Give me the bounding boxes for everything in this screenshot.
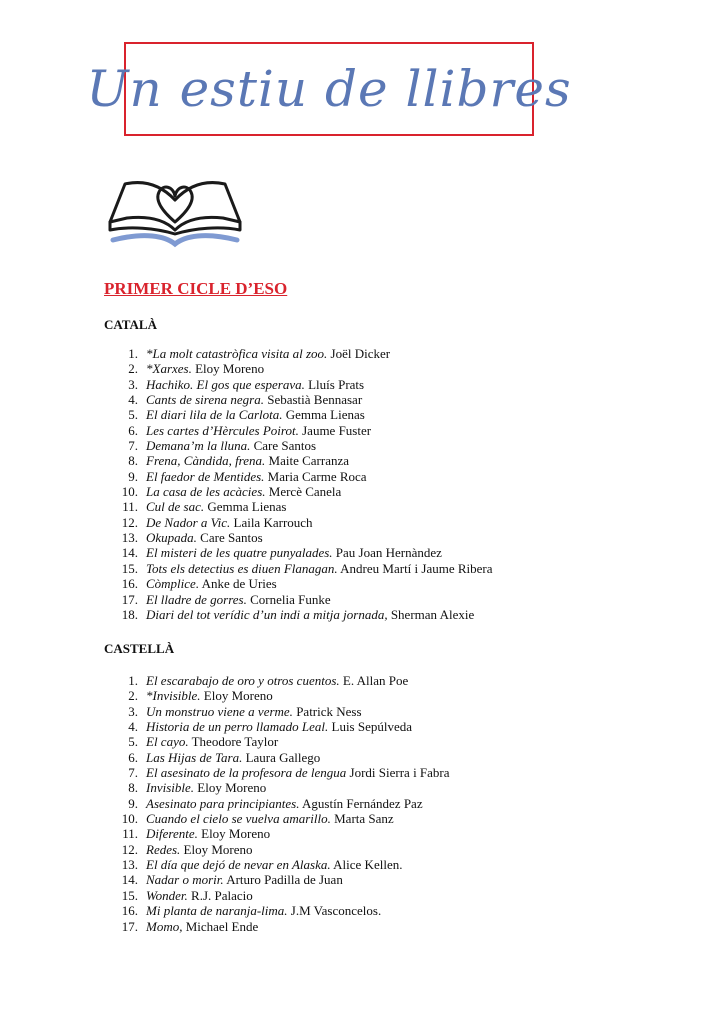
list-item <box>104 407 704 422</box>
list-item <box>104 499 704 514</box>
book-author: Jaume Fuster <box>302 422 372 438</box>
list-item <box>104 796 704 811</box>
list-item <box>104 361 704 376</box>
list-item <box>104 607 704 622</box>
book-title: La casa de les acàcies. <box>146 484 266 500</box>
item-number: 16. <box>121 903 138 919</box>
item-number: 9. <box>128 795 138 811</box>
item-number: 4. <box>128 392 138 408</box>
book-title: Okupada. <box>146 530 197 546</box>
item-number: 5. <box>128 407 138 423</box>
book-title: Historia de un perro llamado Leal. <box>146 719 329 735</box>
book-author: Maria Carme Roca <box>267 468 367 484</box>
book-title: Cul de sac. <box>146 499 205 515</box>
book-pages <box>110 183 240 234</box>
castella-heading: CASTELLÀ <box>104 641 175 656</box>
book-title: Invisible. <box>146 780 195 796</box>
list-item <box>104 346 704 361</box>
book-title: El asesinato de la profesora de lengua <box>146 765 347 781</box>
book-title: El cayo. <box>146 734 189 750</box>
list-item <box>104 377 704 392</box>
list-item <box>104 750 704 765</box>
book-author: Pau Joan Hernàndez <box>335 545 442 561</box>
book-author: Maite Carranza <box>268 453 350 469</box>
castella-book-list <box>104 673 704 934</box>
book-underline <box>113 236 237 244</box>
item-number: 18. <box>121 606 138 622</box>
book-title: Asesinato para principiantes. <box>146 795 300 811</box>
book-author: Eloy Moreno <box>197 780 267 796</box>
list-item <box>104 392 704 407</box>
list-item <box>104 903 704 918</box>
title-banner <box>86 42 572 136</box>
item-number: 10. <box>121 484 138 500</box>
book-author: Care Santos <box>253 438 317 454</box>
book-author: J.M Vasconcelos. <box>290 903 382 919</box>
book-author: Agustín Fernández Paz <box>302 795 423 811</box>
section-title: PRIMER CICLE D’ESO <box>104 279 288 298</box>
item-number: 3. <box>128 703 138 719</box>
item-number: 17. <box>121 591 138 607</box>
book-author: Eloy Moreno <box>195 361 265 377</box>
item-number: 11. <box>122 826 138 842</box>
item-number: 8. <box>128 780 138 796</box>
book-title: El lladre de gorres. <box>146 591 247 607</box>
item-number: 3. <box>128 376 138 392</box>
list-item <box>104 423 704 438</box>
list-item <box>104 719 704 734</box>
book-title: Cuando el cielo se vuelva amarillo. <box>146 811 331 827</box>
item-number: 4. <box>128 719 138 735</box>
book-title: Demana’m la lluna. <box>146 438 251 454</box>
list-item <box>104 545 704 560</box>
list-item <box>104 453 704 468</box>
book-title: Un monstruo viene a verme. <box>146 703 293 719</box>
book-author: Theodore Taylor <box>191 734 279 750</box>
book-author: Gemma Lienas <box>285 407 365 423</box>
book-author: Gemma Lienas <box>207 499 287 515</box>
book-author: Care Santos <box>200 530 263 546</box>
book-author: Joël Dicker <box>330 346 391 361</box>
book-title: Momo, <box>146 918 183 934</box>
book-author: Luis Sepúlveda <box>331 719 413 735</box>
list-item <box>104 734 704 749</box>
book-title: Hachiko. El gos que esperava. <box>146 376 305 392</box>
book-title: Wonder. <box>146 887 188 903</box>
book-author: Patrick Ness <box>296 703 362 719</box>
catala-book-list <box>104 346 704 622</box>
item-number: 10. <box>121 811 138 827</box>
book-author: R.J. Palacio <box>191 887 253 903</box>
book-title: Redes. <box>146 841 181 857</box>
book-author: Sebastià Bennasar <box>267 392 363 408</box>
item-number: 14. <box>121 872 138 888</box>
book-title: Las Hijas de Tara. <box>146 749 243 765</box>
book-title: Frena, Càndida, frena. <box>146 453 266 469</box>
list-item <box>104 438 704 453</box>
book-author: Cornelia Funke <box>250 591 331 607</box>
book-author: Jordi Sierra i Fabra <box>349 765 450 781</box>
book-author: Eloy Moreno <box>203 688 273 704</box>
list-item <box>104 561 704 576</box>
item-number: 17. <box>121 918 138 934</box>
list-item <box>104 857 704 872</box>
list-item <box>104 515 704 530</box>
list-item <box>104 919 704 934</box>
item-number: 7. <box>128 765 138 781</box>
list-item <box>104 484 704 499</box>
item-number: 8. <box>128 453 138 469</box>
book-author: Eloy Moreno <box>201 826 271 842</box>
list-item <box>104 704 704 719</box>
item-number: 2. <box>128 361 138 377</box>
list-item <box>104 872 704 887</box>
list-item <box>104 842 704 857</box>
book-author: Anke de Uries <box>201 576 277 592</box>
item-number: 2. <box>128 688 138 704</box>
book-title: El misteri de les quatre punyalades. <box>146 545 333 561</box>
item-number: 11. <box>122 499 138 515</box>
book-author: Arturo Padilla de Juan <box>226 872 343 888</box>
item-number: 13. <box>121 857 138 873</box>
book-author: Laura Gallego <box>245 749 321 765</box>
book-title: Tots els detectius es diuen Flanagan. <box>146 560 338 576</box>
item-number: 15. <box>121 887 138 903</box>
book-title: Diferente. <box>146 826 198 842</box>
item-number: 1. <box>128 673 138 688</box>
book-author: Sherman Alexie <box>390 606 475 622</box>
item-number: 15. <box>121 560 138 576</box>
item-number: 16. <box>121 576 138 592</box>
book-title: Cants de sirena negra. <box>146 392 264 408</box>
banner-title: Un estiu de llibres <box>86 60 572 118</box>
list-item <box>104 780 704 795</box>
book-author: Lluís Prats <box>308 376 365 392</box>
book-author: E. Allan Poe <box>342 673 409 688</box>
item-number: 12. <box>121 514 138 530</box>
catala-heading: CATALÀ <box>104 317 157 332</box>
item-number: 12. <box>121 841 138 857</box>
book-title: El escarabajo de oro y otros cuentos. <box>146 673 340 688</box>
book-title: De Nador a Vic. <box>146 514 231 530</box>
book-author: Laila Karrouch <box>233 514 313 530</box>
list-item <box>104 826 704 841</box>
item-number: 6. <box>128 749 138 765</box>
book-author: Marta Sanz <box>334 811 394 827</box>
list-item <box>104 592 704 607</box>
item-number: 13. <box>121 530 138 546</box>
book-title: Les cartes d’Hèrcules Poirot. <box>146 422 299 438</box>
book-title: Còmplice. <box>146 576 200 592</box>
list-item <box>104 576 704 591</box>
item-number: 9. <box>128 468 138 484</box>
book-author: Eloy Moreno <box>183 841 253 857</box>
book-title: El faedor de Mentides. <box>146 468 265 484</box>
book-author: Alice Kellen. <box>333 857 403 873</box>
book-title: Nadar o morir. <box>146 872 224 888</box>
book-title: *Invisible. <box>146 688 201 704</box>
book-title: El día que dejó de nevar en Alaska. <box>146 857 331 873</box>
item-number: 1. <box>128 346 138 361</box>
item-number: 7. <box>128 438 138 454</box>
open-book-heart-icon <box>105 172 245 252</box>
list-item <box>104 673 704 688</box>
book-title: Mi planta de naranja-lima. <box>146 903 288 919</box>
item-number: 6. <box>128 422 138 438</box>
book-title: Diari del tot verídic d’un indi a mitja jornada, <box>146 606 388 622</box>
list-item <box>104 530 704 545</box>
list-item <box>104 765 704 780</box>
book-title: *Xarxes. <box>146 361 192 377</box>
item-number: 14. <box>121 545 138 561</box>
list-item <box>104 688 704 703</box>
book-author: Mercè Canela <box>268 484 342 500</box>
item-number: 5. <box>128 734 138 750</box>
list-item <box>104 811 704 826</box>
list-item <box>104 469 704 484</box>
book-title: *La molt catastròfica visita al zoo. <box>146 346 328 361</box>
list-item <box>104 888 704 903</box>
book-author: Michael Ende <box>185 918 259 934</box>
book-author: Andreu Martí i Jaume Ribera <box>340 560 493 576</box>
book-title: El diari lila de la Carlota. <box>146 407 283 423</box>
